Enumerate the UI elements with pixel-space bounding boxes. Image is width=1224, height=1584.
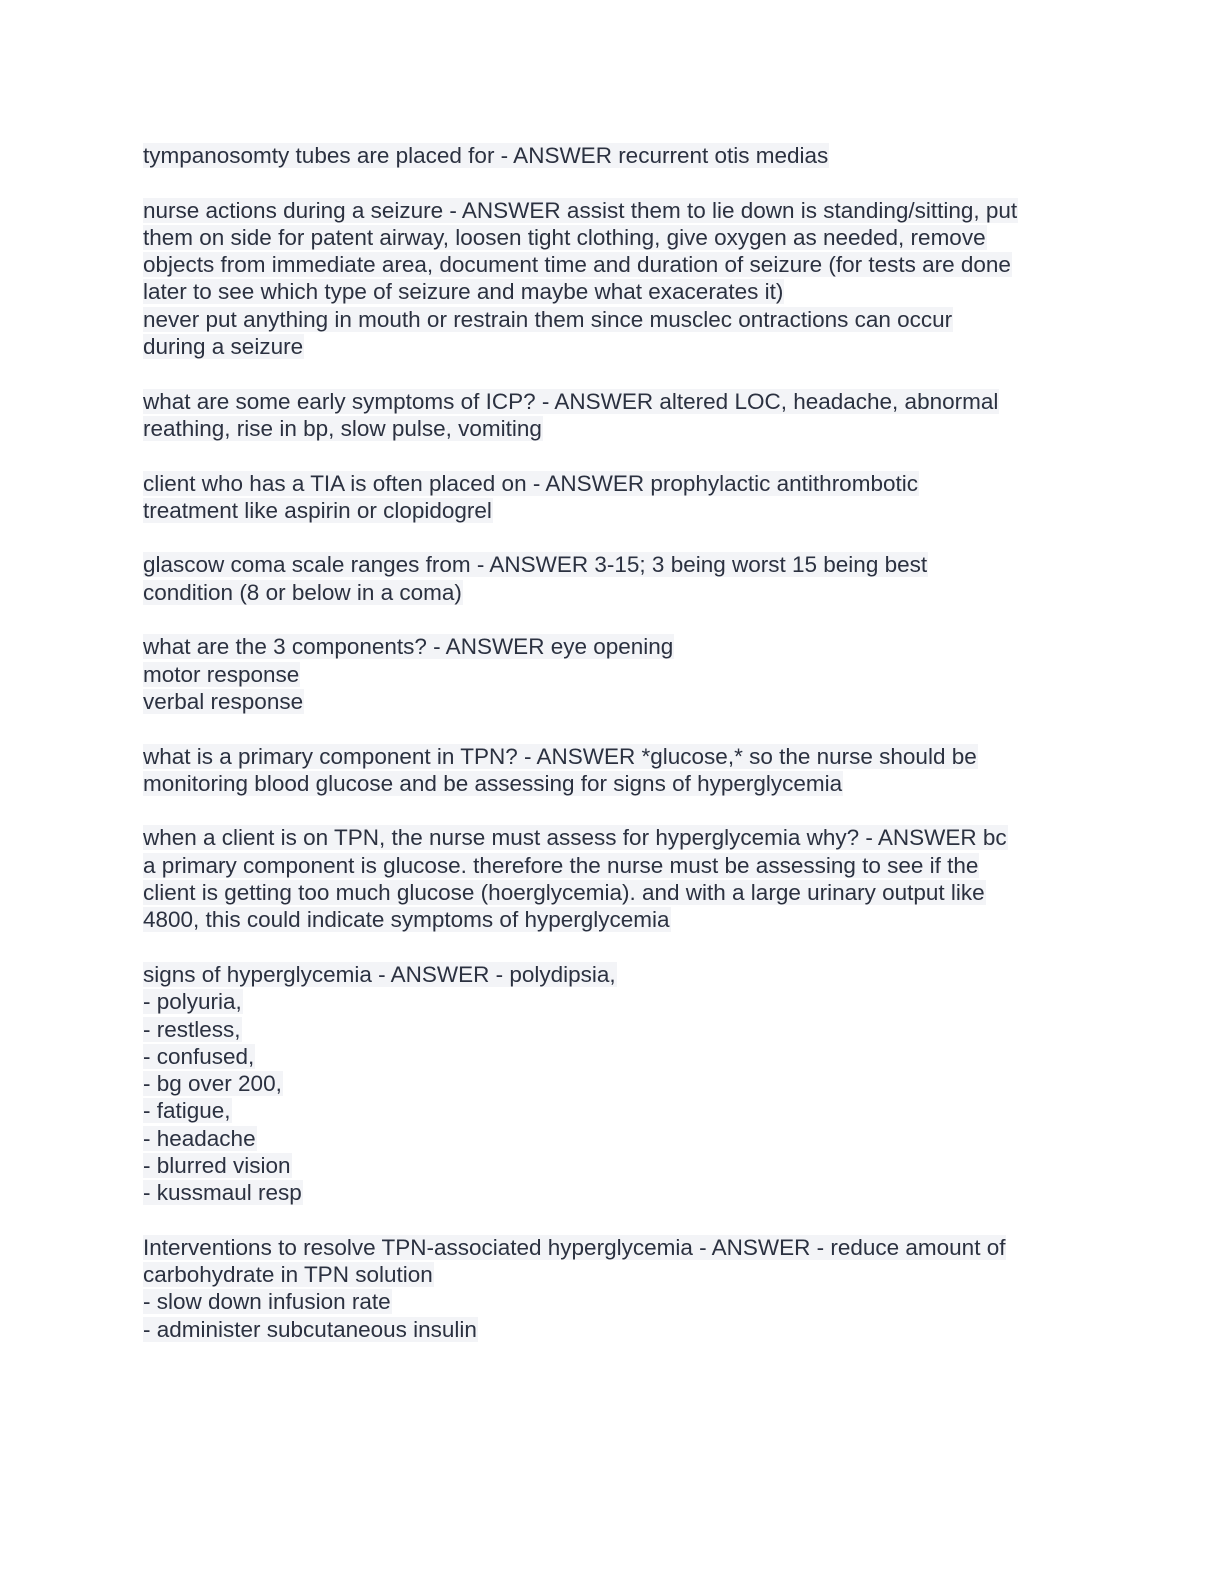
line-text: never put anything in mouth or restrain them since musclec ontractions can occur	[143, 306, 953, 332]
line-text: what are some early symptoms of ICP? - ANSWER altered LOC, headache, abnormal	[143, 388, 999, 414]
text-line	[143, 1070, 1083, 1097]
text-line	[143, 251, 1083, 278]
line-text: glascow coma scale ranges from - ANSWER 3-15; 3 being worst 15 being best	[143, 552, 928, 578]
text-line	[143, 1288, 1083, 1315]
text-line	[143, 770, 1083, 797]
line-text: carbohydrate in TPN solution	[143, 1262, 433, 1288]
line-text: tympanosomty tubes are placed for - ANSWER recurrent otis medias	[143, 143, 829, 168]
line-text: - kussmaul resp	[143, 1180, 302, 1206]
line-text: - slow down infusion rate	[143, 1289, 391, 1315]
text-line	[143, 1097, 1083, 1124]
line-text: - bg over 200,	[143, 1071, 282, 1097]
text-line	[143, 224, 1083, 251]
line-text: client is getting too much glucose (hoerglycemia). and with a large urinary output like	[143, 880, 985, 906]
text-line	[143, 633, 1083, 660]
text-line	[143, 688, 1083, 715]
text-line	[143, 961, 1083, 988]
text-line	[143, 497, 1083, 524]
qa-item-components	[143, 633, 1083, 715]
qa-item-tympanostomy	[143, 142, 1083, 169]
text-line	[143, 852, 1083, 879]
line-text: nurse actions during a seizure - ANSWER assist them to lie down is standing/sitting, put	[143, 197, 1018, 223]
text-line	[143, 1316, 1083, 1343]
document-body	[143, 142, 1083, 1343]
text-line	[143, 1125, 1083, 1152]
line-text: - administer subcutaneous insulin	[143, 1316, 477, 1342]
qa-item-seizure	[143, 197, 1083, 361]
line-text: later to see which type of seizure and maybe what exacerates it)	[143, 279, 784, 305]
text-line	[143, 1179, 1083, 1206]
text-line	[143, 306, 1083, 333]
text-line	[143, 1261, 1083, 1288]
line-text: - restless,	[143, 1016, 241, 1042]
line-text: - confused,	[143, 1043, 255, 1069]
line-text: 4800, this could indicate symptoms of hyperglycemia	[143, 907, 670, 933]
line-text: what is a primary component in TPN? - ANSWER *glucose,* so the nurse should be	[143, 743, 977, 769]
qa-item-icp	[143, 388, 1083, 443]
line-text: client who has a TIA is often placed on - ANSWER prophylactic antithrombotic	[143, 470, 918, 496]
qa-item-glasgow	[143, 551, 1083, 606]
line-text: objects from immediate area, document time and duration of seizure (for tests are done	[143, 252, 1011, 278]
line-text: a primary component is glucose. therefore the nurse must be assessing to see if the	[143, 852, 979, 878]
text-line	[143, 1043, 1083, 1070]
text-line	[143, 197, 1083, 224]
text-line	[143, 1016, 1083, 1043]
text-line	[143, 1234, 1083, 1261]
qa-item-tpn-hyperglycemia	[143, 824, 1083, 933]
text-line	[143, 824, 1083, 851]
line-text: motor response	[143, 661, 300, 687]
qa-item-tpn-component	[143, 743, 1083, 798]
line-text: what are the 3 components? - ANSWER eye opening	[143, 634, 674, 660]
line-text: during a seizure	[143, 334, 304, 360]
text-line	[143, 388, 1083, 415]
qa-item-signs-hyperglycemia	[143, 961, 1083, 1207]
text-line	[143, 142, 1083, 169]
text-line	[143, 906, 1083, 933]
line-text: - blurred vision	[143, 1152, 291, 1178]
text-line	[143, 551, 1083, 578]
text-line	[143, 743, 1083, 770]
text-line	[143, 579, 1083, 606]
qa-item-tia	[143, 470, 1083, 525]
line-text: - fatigue,	[143, 1098, 231, 1124]
text-line	[143, 1152, 1083, 1179]
line-text: monitoring blood glucose and be assessing for signs of hyperglycemia	[143, 770, 843, 796]
line-text: verbal response	[143, 688, 304, 714]
text-line	[143, 278, 1083, 305]
text-line	[143, 661, 1083, 688]
line-text: - polyuria,	[143, 989, 242, 1015]
text-line	[143, 333, 1083, 360]
line-text: them on side for patent airway, loosen tight clothing, give oxygen as needed, remove	[143, 224, 986, 250]
text-line	[143, 988, 1083, 1015]
line-text: signs of hyperglycemia - ANSWER - polydipsia,	[143, 961, 616, 987]
line-text: - headache	[143, 1125, 256, 1151]
text-line	[143, 415, 1083, 442]
text-line	[143, 879, 1083, 906]
text-line	[143, 470, 1083, 497]
line-text: Interventions to resolve TPN-associated hyperglycemia - ANSWER - reduce amount of	[143, 1234, 1006, 1260]
line-text: reathing, rise in bp, slow pulse, vomiting	[143, 415, 542, 441]
line-text: when a client is on TPN, the nurse must assess for hyperglycemia why? - ANSWER bc	[143, 825, 1007, 851]
line-text: condition (8 or below in a coma)	[143, 579, 462, 605]
line-text: treatment like aspirin or clopidogrel	[143, 497, 492, 523]
qa-item-interventions	[143, 1234, 1083, 1343]
